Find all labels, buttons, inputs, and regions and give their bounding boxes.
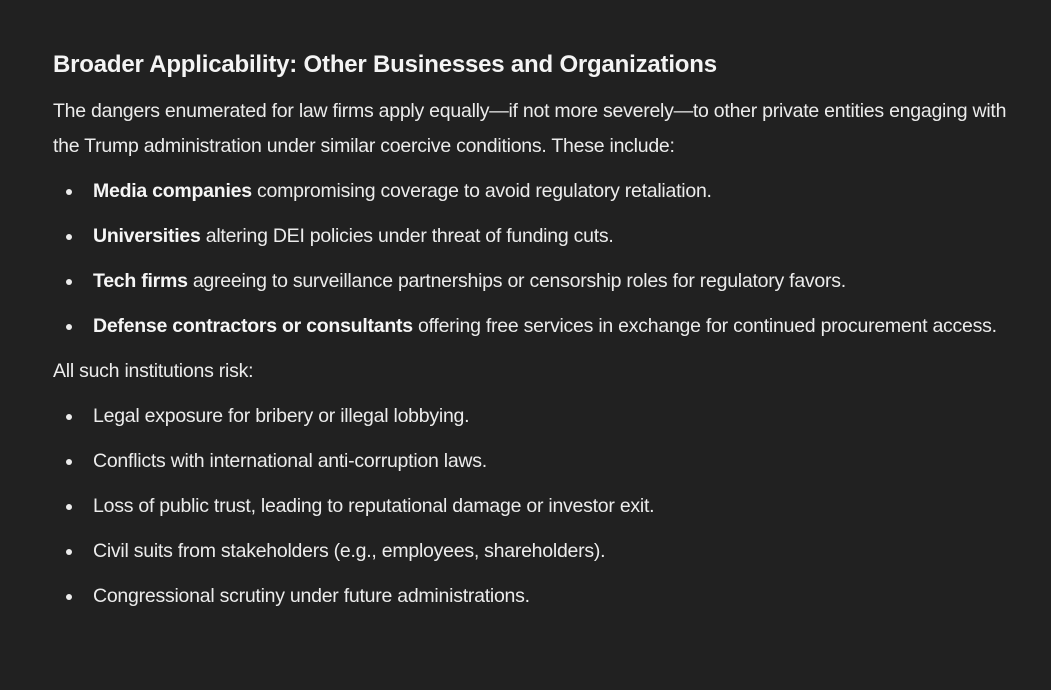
entity-name: Universities <box>93 225 201 247</box>
bullet-icon <box>66 279 72 285</box>
bullet-icon <box>66 549 72 555</box>
entity-name: Tech firms <box>93 270 188 292</box>
entity-description: compromising coverage to avoid regulatory retaliation. <box>251 180 712 202</box>
list-item <box>53 444 1013 479</box>
risk-text: Congressional scrutiny under future administrations. <box>93 585 530 607</box>
list-item <box>53 174 1013 209</box>
list-item <box>53 399 1013 434</box>
risk-text: Loss of public trust, leading to reputational damage or investor exit. <box>93 495 655 517</box>
list-item <box>53 534 1013 569</box>
bullet-icon <box>66 189 72 195</box>
risk-text: Legal exposure for bribery or illegal lobbying. <box>93 405 470 427</box>
entity-name: Media companies <box>93 180 252 202</box>
entity-description: altering DEI policies under threat of funding cuts. <box>200 225 614 247</box>
risk-intro-paragraph: All such institutions risk: <box>53 360 254 382</box>
bullet-icon <box>66 414 72 420</box>
entities-list <box>53 174 1013 344</box>
list-item <box>53 309 1013 344</box>
risks-list <box>53 399 1013 614</box>
bullet-icon <box>66 594 72 600</box>
entity-description: agreeing to surveillance partnerships or censorship roles for regulatory favors. <box>187 270 846 292</box>
entity-name: Defense contractors or consultants <box>93 315 413 337</box>
list-item <box>53 219 1013 254</box>
entity-description: offering free services in exchange for continued procurement access. <box>412 315 997 337</box>
list-item <box>53 489 1013 524</box>
risk-text: Civil suits from stakeholders (e.g., employees, shareholders). <box>93 540 606 562</box>
bullet-icon <box>66 324 72 330</box>
list-item <box>53 579 1013 614</box>
bullet-icon <box>66 459 72 465</box>
risk-text: Conflicts with international anti-corruption laws. <box>93 450 487 472</box>
bullet-icon <box>66 234 72 240</box>
list-item <box>53 264 1013 299</box>
bullet-icon <box>66 504 72 510</box>
message-content <box>53 48 1013 614</box>
section-heading: Broader Applicability: Other Businesses and Organizations <box>53 51 717 78</box>
intro-paragraph: The dangers enumerated for law firms apply equally—if not more severely—to other private entities engaging with the Trump administration under similar coercive conditions. These include: <box>53 100 1007 157</box>
